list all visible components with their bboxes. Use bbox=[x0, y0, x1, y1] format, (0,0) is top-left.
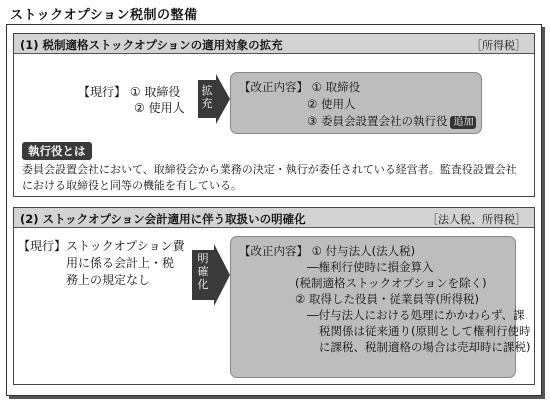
current-line-2: 用に係る会計上・税 bbox=[66, 256, 175, 270]
reform-line-7: に課税、税制適格の場合は売却時に課税) bbox=[319, 340, 531, 354]
page-title: ストックオプション税制の整備 bbox=[10, 8, 198, 23]
reform-line-3: (税制適格ストックオプションを除く) bbox=[295, 276, 487, 290]
section-1-header bbox=[14, 34, 534, 54]
current-line-1: ストックオプション費 bbox=[66, 239, 185, 253]
added-badge: 追加 bbox=[450, 116, 476, 129]
reform-line-1: ① 付与法人(法人税) bbox=[311, 244, 416, 258]
reform-line-4: ② 取得した役員・従業員等(所得税) bbox=[295, 292, 479, 306]
current-item-1: ① 取締役 bbox=[129, 85, 181, 99]
section-2 bbox=[13, 207, 535, 385]
exec-heading: 執行役とは bbox=[22, 142, 92, 160]
section-1-current bbox=[78, 84, 185, 116]
section-1-tax-tag: ［所得税］ bbox=[471, 39, 526, 52]
current-line-3: 務上の規定なし bbox=[66, 273, 151, 287]
exec-description: 委員会設置会社において、取締役会から業務の決定・執行が委任されている経営者。監査役設置会社における取締役と同等の機能を有している。 bbox=[22, 163, 517, 192]
reform-item-1: ① 取締役 bbox=[311, 80, 361, 94]
reform-item-2: ② 使用人 bbox=[307, 97, 356, 111]
section-2-header bbox=[14, 208, 534, 228]
current-label: 【現行】 bbox=[78, 85, 127, 99]
section-1 bbox=[13, 33, 535, 197]
reform-label: 【改正内容】 bbox=[239, 80, 308, 94]
figure-frame bbox=[6, 24, 542, 396]
reform-line-2: ―権利行使時に損金算入 bbox=[307, 260, 434, 274]
section-2-current bbox=[18, 238, 185, 289]
clarify-arrow-label: 明確化 bbox=[197, 252, 209, 291]
section-2-reform-box bbox=[230, 236, 531, 378]
reform-line-6: 税関係は従来通り(原則として権利行使時 bbox=[319, 324, 531, 338]
section-1-reform-box bbox=[230, 72, 482, 134]
reform-item-3: ③ 委員会設置会社の執行役 bbox=[307, 114, 448, 128]
current-item-2: ② 使用人 bbox=[134, 101, 185, 115]
current-label-2: 【現行】 bbox=[18, 239, 67, 253]
reform-label-2: 【改正内容】 bbox=[239, 244, 308, 258]
section-2-title: (2) ストックオプション会計適用に伴う取扱いの明確化 bbox=[20, 212, 306, 226]
expand-arrow-label: 拡充 bbox=[201, 84, 213, 110]
reform-line-5: ―付与法人における処理にかかわらず、課 bbox=[307, 308, 525, 322]
section-2-tax-tag: ［法人税、所得税］ bbox=[427, 213, 526, 226]
section-1-title: (1) 税制適格ストックオプションの適用対象の拡充 bbox=[20, 38, 283, 52]
